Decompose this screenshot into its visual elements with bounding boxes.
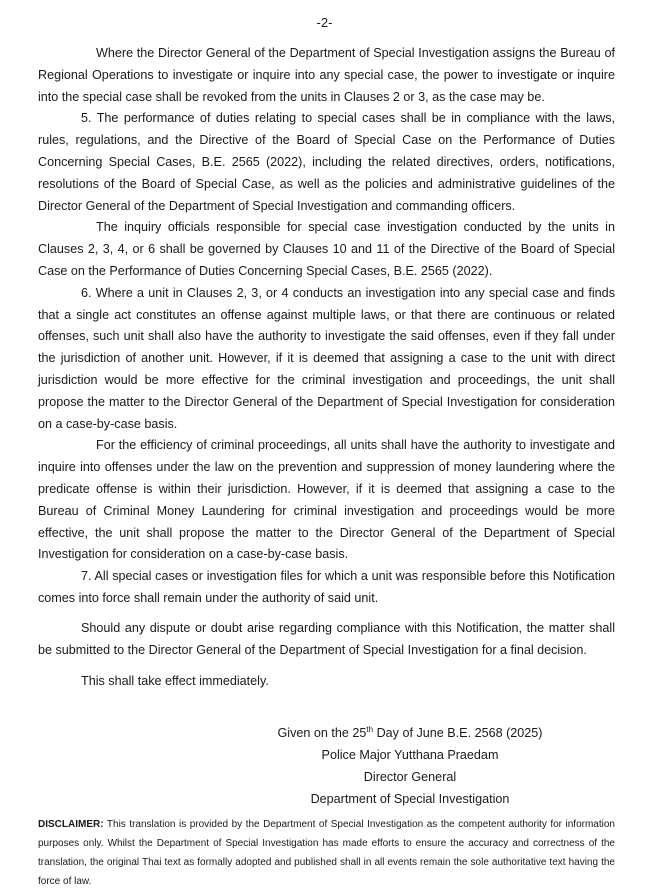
document-body xyxy=(38,43,615,693)
given-suffix: Day of June B.E. 2568 (2025) xyxy=(373,726,543,740)
paragraph-dispute: Should any dispute or doubt arise regarding compliance with this Notification, the matter shall be submitted to the Director General of the Department of Special Investigation for a final decision. xyxy=(38,620,615,657)
given-prefix: Given on the 25 xyxy=(277,726,367,740)
paragraph-clause-6: 6. Where a unit in Clauses 2, 3, or 4 conducts an investigation into any special case and finds that a single act constitutes an offense against multiple laws, or that there are continuous or related offenses, such unit shall also have the authority to investigate the said offenses, even if they fall under the jurisdiction of another unit. However, if it is deemed that assigning a case to the unit with direct jurisdiction would be more effective for the criminal investigation and proceedings, the unit shall propose the matter to the Director General of the Department of Special Investigation for consideration on a case-by-case basis. xyxy=(38,285,615,431)
paragraph-money-laundering: For the efficiency of criminal proceedings, all units shall have the authority to investigate and inquire into offenses under the law on the prevention and suppression of money laundering where the predicate offense is within their jurisdiction. However, if it is deemed that assigning a case to the Bureau of Criminal Money Laundering for criminal investigation and proceedings would be more effective, the unit shall propose the matter to the Director General of the Department of Special Investigation for consideration on a case-by-case basis. xyxy=(38,438,615,562)
page-number: -2- xyxy=(316,15,333,30)
paragraph-effective: This shall take effect immediately. xyxy=(81,674,269,689)
disclaimer xyxy=(38,815,615,891)
disclaimer-text: This translation is provided by the Department of Special Investigation as the competent authority for information purposes only. Whilst the Department of Special Investigation has made efforts to ensure the accuracy and correctness of the translation, the original Thai text as formally adopted and published shall in all events remain the sole authoritative text having the force of law. xyxy=(38,819,615,887)
signatory-name: Police Major Yutthana Praedam xyxy=(321,748,499,762)
paragraph-regional-operations: Where the Director General of the Department of Special Investigation assigns the Bureau of Regional Operations to investigate or inquire into any special case, the power to investigate or inquire into the special case shall be revoked from the units in Clauses 2 or 3, as the case may be. xyxy=(38,46,615,104)
signatory-title: Director General xyxy=(363,770,457,784)
signatory-department: Department of Special Investigation xyxy=(310,792,510,806)
paragraph-clause-5: 5. The performance of duties relating to special cases shall be in compliance with the laws, rules, regulations, and the Directive of the Board of Special Case on the Performance of Duties Concerning Special Cases, B.E. 2565 (2022), including the related directives, orders, notifications, resolutions of the Board of Special Case, as well as the policies and administrative guidelines of the Director General of the Department of Special Investigation and commanding officers. xyxy=(38,111,615,213)
signature-block xyxy=(250,722,570,810)
disclaimer-label: DISCLAIMER: xyxy=(38,819,104,830)
given-superscript: th xyxy=(366,724,374,734)
paragraph-clause-7: 7. All special cases or investigation files for which a unit was responsible before this Notification comes into force shall remain under the authority of said unit. xyxy=(38,569,615,605)
given-date-line xyxy=(250,722,570,744)
paragraph-inquiry-officials: The inquiry officials responsible for special case investigation conducted by the units in Clauses 2, 3, 4, or 6 shall be governed by Clauses 10 and 11 of the Directive of the Board of Special Case on the Performance of Duties Concerning Special Cases, B.E. 2565 (2022). xyxy=(38,220,615,278)
